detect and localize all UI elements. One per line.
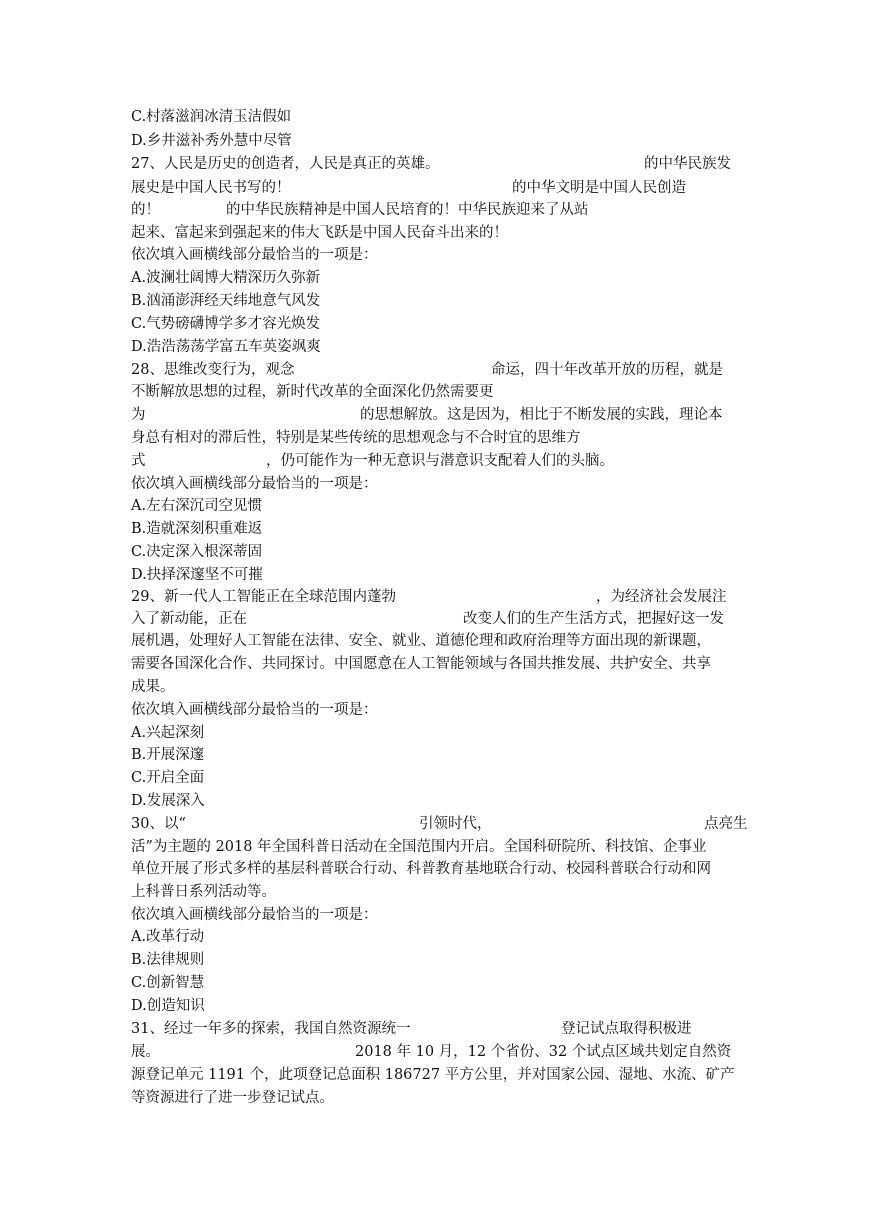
text-line <box>131 995 741 1017</box>
text-segment: 单位开展了形式多样的基层科普联合行动、科普教育基地联合行动、校园科普联合行动和网 <box>131 861 711 877</box>
text-segment: 需要各国深化合作、共同探讨。中国愿意在人工智能领域与各国共推发展、共护安全、共享 <box>131 656 711 672</box>
text-segment: 2018 年 10 月，12 个省份、32 个试点区域共划定自然资 <box>355 1044 732 1060</box>
text-segment: 28、思维改变行为，观念 <box>131 362 295 378</box>
text-line <box>131 153 741 175</box>
text-segment: A.改革行动 <box>131 929 205 945</box>
text-segment: A.波澜壮阔博大精深历久弥新 <box>131 270 321 286</box>
text-segment: 的中华民族发 <box>644 156 731 172</box>
text-line <box>131 586 741 608</box>
text-line <box>131 904 741 926</box>
text-segment: 为 <box>131 407 146 423</box>
text-line <box>131 722 741 744</box>
text-segment: 展机遇，处理好人工智能在法律、安全、就业、道德伦理和政府治理等方面出现的新课题， <box>131 633 711 649</box>
text-segment: 成果。 <box>131 679 175 695</box>
text-segment: D.抉择深邃坚不可摧 <box>131 567 263 583</box>
text-line <box>131 290 741 312</box>
text-line <box>131 926 741 948</box>
text-line <box>131 790 741 812</box>
text-segment: 31、经过一年多的探索，我国自然资源统一 <box>131 1021 411 1037</box>
text-line <box>131 767 741 789</box>
text-line <box>131 699 741 721</box>
text-segment: 展。 <box>131 1044 160 1060</box>
text-segment: 引领时代， <box>419 816 492 832</box>
text-line <box>131 1064 741 1086</box>
text-segment: A.兴起深刻 <box>131 725 205 741</box>
text-segment: B.开展深邃 <box>131 747 205 763</box>
text-line <box>131 106 741 128</box>
text-segment: 依次填入画横线部分最恰当的一项是： <box>131 907 378 923</box>
text-segment: 展史是中国人民书写的！ <box>131 180 291 196</box>
text-line <box>131 177 741 199</box>
text-segment: 活”为主题的 2018 年全国科普日活动在全国范围内开启。全国科研院所、科技馆、企事业 <box>131 839 707 855</box>
text-line <box>131 199 741 221</box>
text-line <box>131 653 741 675</box>
text-line <box>131 949 741 971</box>
text-line <box>131 881 741 903</box>
text-line <box>131 744 741 766</box>
text-line <box>131 676 741 698</box>
text-line <box>131 608 741 630</box>
text-segment: 的中华民族精神是中国人民培育的！中华民族迎来了从站 <box>226 202 589 218</box>
text-segment: 等资源进行了进一步登记试点。 <box>131 1090 334 1106</box>
text-line <box>131 630 741 652</box>
text-line <box>131 972 741 994</box>
text-line <box>131 813 748 835</box>
text-line <box>131 858 741 880</box>
text-line <box>131 541 741 563</box>
text-segment: 29、新一代人工智能正在全球范围内蓬勃 <box>131 589 396 605</box>
text-line <box>131 404 741 426</box>
text-segment: C.村落滋润冰清玉洁假如 <box>131 109 292 125</box>
text-line <box>131 450 741 472</box>
text-line <box>131 222 741 244</box>
text-segment: 源登记单元 1191 个，此项登记总面积 186727 平方公里，并对国家公园、湿地、水流、矿产 <box>131 1067 735 1083</box>
text-line <box>131 313 741 335</box>
text-segment: B.造就深刻积重难返 <box>131 521 263 537</box>
text-segment: 入了新动能，正在 <box>131 611 247 627</box>
text-segment: 27、人民是历史的创造者，人民是真正的英雄。 <box>131 156 440 172</box>
text-segment: B.法律规则 <box>131 952 205 968</box>
text-line <box>131 564 741 586</box>
text-line <box>131 130 741 152</box>
text-segment: D.浩浩荡荡学富五车英姿飒爽 <box>131 339 321 355</box>
text-line <box>131 244 741 266</box>
text-segment: 依次填入画横线部分最恰当的一项是： <box>131 247 378 263</box>
text-segment: 30、以“ <box>131 816 186 832</box>
text-line <box>131 359 741 381</box>
text-segment: C.气势磅礴博学多才容光焕发 <box>131 316 321 332</box>
text-segment: ，仍可能作为一种无意识与潜意识支配着人们的头脑。 <box>266 453 614 469</box>
text-segment: 登记试点取得积极进 <box>561 1021 692 1037</box>
text-segment: 身总有相对的滞后性，特别是某些传统的思想观念与不合时宜的思维方 <box>131 430 581 446</box>
text-line <box>131 1041 741 1063</box>
text-segment: B.汹涌澎湃经天纬地意气风发 <box>131 293 321 309</box>
text-segment: 依次填入画横线部分最恰当的一项是： <box>131 702 378 718</box>
text-segment: D.发展深入 <box>131 793 205 809</box>
text-segment: D.乡井滋补秀外慧中尽管 <box>131 133 292 149</box>
text-line <box>131 427 741 449</box>
text-line <box>131 336 741 358</box>
text-line <box>131 1018 741 1040</box>
text-segment: D.创造知识 <box>131 998 205 1014</box>
text-line <box>131 518 741 540</box>
text-line <box>131 495 741 517</box>
text-segment: 命运，四十年改革开放的历程，就是 <box>491 362 723 378</box>
text-segment: 改变人们的生产生活方式，把握好这一发 <box>463 611 724 627</box>
text-segment: 的！ <box>131 202 160 218</box>
text-segment: 式 <box>131 453 146 469</box>
text-line <box>131 381 741 403</box>
text-segment: 不断解放思想的过程，新时代改革的全面深化仍然需要更 <box>131 384 494 400</box>
text-line <box>131 836 741 858</box>
text-line <box>131 473 741 495</box>
text-line <box>131 267 741 289</box>
text-segment: 上科普日系列活动等。 <box>131 884 276 900</box>
text-segment: C.开启全面 <box>131 770 205 786</box>
text-segment: A.左右深沉司空见惯 <box>131 498 263 514</box>
text-segment: ，为经济社会发展注 <box>596 589 727 605</box>
text-segment: 点亮生 <box>704 816 748 832</box>
text-segment: 的中华文明是中国人民创造 <box>512 180 686 196</box>
text-segment: 起来、富起来到强起来的伟大飞跃是中国人民奋斗出来的！ <box>131 225 508 241</box>
text-segment: C.决定深入根深蒂固 <box>131 544 263 560</box>
text-segment: C.创新智慧 <box>131 975 205 991</box>
text-segment: 的思想解放。这是因为，相比于不断发展的实践，理论本 <box>360 407 723 423</box>
text-line <box>131 1087 741 1109</box>
text-segment: 依次填入画横线部分最恰当的一项是： <box>131 476 378 492</box>
